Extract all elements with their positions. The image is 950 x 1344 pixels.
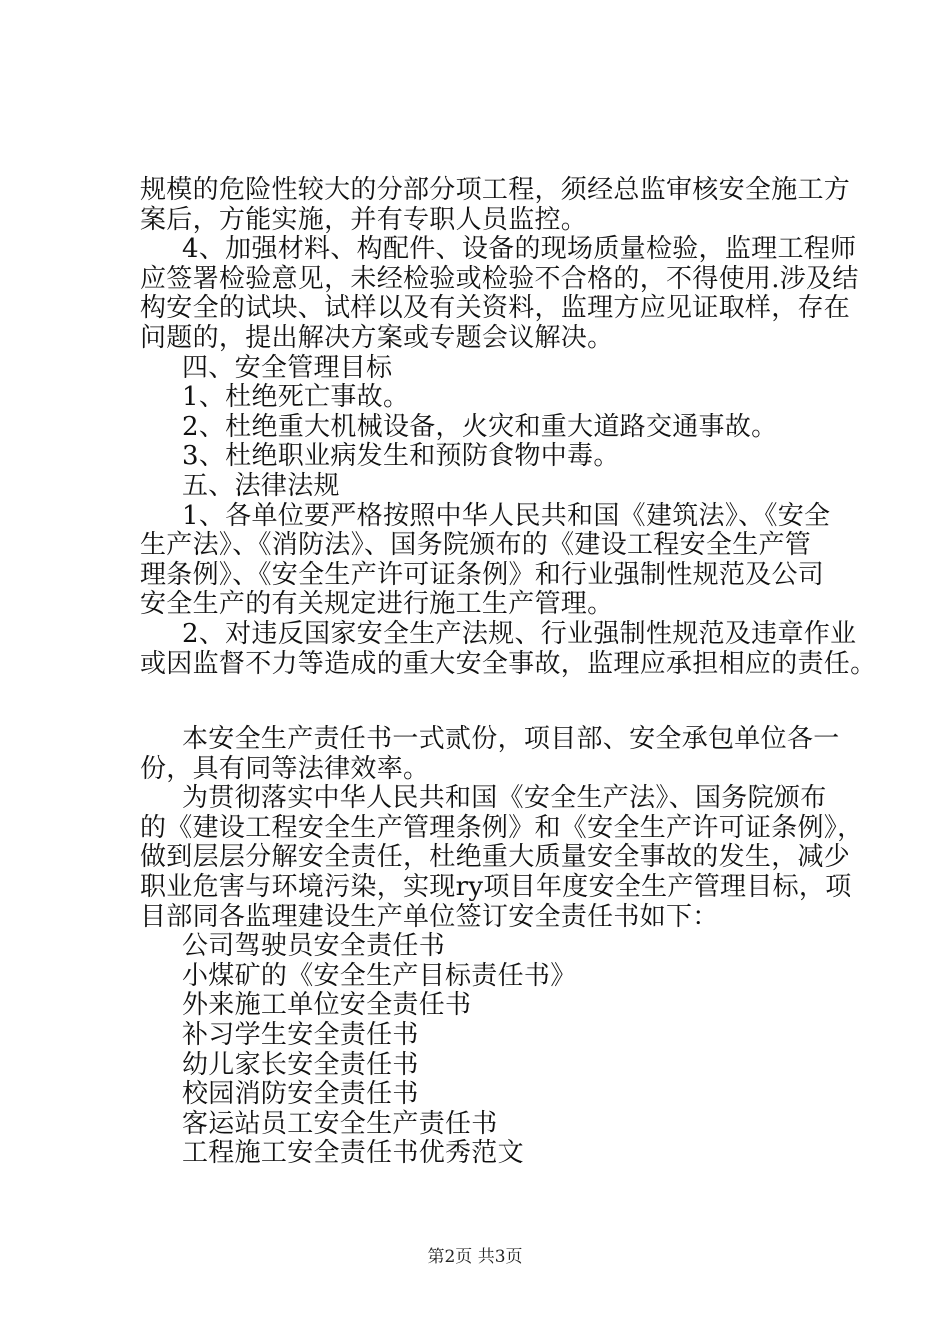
text-line: 应签署检验意见，未经检验或检验不合格的，不得使用.涉及结 — [140, 263, 859, 294]
text-line: 生产法》、《消防法》、国务院颁布的《建设工程安全生产管 — [140, 530, 812, 561]
text-line: 本安全生产责任书一式贰份，项目部、安全承包单位各一 — [182, 724, 840, 755]
page-number: 第2页 共3页 — [427, 1247, 523, 1267]
text-line: 安全生产的有关规定进行施工生产管理。 — [140, 589, 614, 620]
text-line: 或因监督不力等造成的重大安全事故，监理应承担相应的责任。 — [140, 648, 877, 679]
text-line: 做到层层分解安全责任，杜绝重大质量安全事故的发生，减少 — [140, 842, 851, 873]
related-title: 幼儿家长安全责任书 — [182, 1049, 419, 1080]
text-line: 2、对违反国家安全生产法规、行业强制性规范及违章作业 — [182, 618, 857, 649]
section-heading: 四、安全管理目标 — [182, 352, 393, 383]
text-line: 份，具有同等法律效率。 — [140, 753, 430, 784]
text-line: 为贯彻落实中华人民共和国《安全生产法》、国务院颁布 — [182, 783, 827, 814]
paragraph-gap — [140, 679, 852, 725]
text-line: 1、各单位要严格按照中华人民共和国《建筑法》、《安全 — [182, 500, 831, 531]
related-title: 公司驾驶员安全责任书 — [182, 931, 446, 962]
text-line: 4、加强材料、构配件、设备的现场质量检验，监理工程师 — [182, 234, 857, 265]
related-title: 客运站员工安全生产责任书 — [182, 1108, 498, 1139]
text-line: 构安全的试块、试样以及有关资料，监理方应见证取样，存在 — [140, 293, 851, 324]
list-item: 2、杜绝重大机械设备，火灾和重大道路交通事故。 — [182, 411, 778, 442]
related-title: 校园消防安全责任书 — [182, 1079, 419, 1110]
text-line: 目部同各监理建设生产单位签订安全责任书如下： — [140, 901, 719, 932]
related-title: 小煤矿的《安全生产目标责任书》 — [182, 960, 577, 991]
list-item: 3、杜绝职业病发生和预防食物中毒。 — [182, 441, 620, 472]
document-body — [140, 175, 877, 1169]
list-item: 1、杜绝死亡事故。 — [182, 382, 410, 413]
text-line: 的《建设工程安全生产管理条例》和《安全生产许可证条例》， — [140, 812, 864, 843]
related-title: 外来施工单位安全责任书 — [182, 990, 472, 1021]
text-line: 理条例》、《安全生产许可证条例》和行业强制性规范及公司 — [140, 559, 825, 590]
page-footer — [0, 1242, 950, 1267]
text-line: 职业危害与环境污染，实现ry项目年度安全生产管理目标，项 — [140, 872, 852, 903]
related-title: 工程施工安全责任书优秀范文 — [182, 1138, 524, 1169]
section-heading: 五、法律法规 — [182, 470, 340, 501]
related-title: 补习学生安全责任书 — [182, 1020, 419, 1051]
text-line: 问题的，提出解决方案或专题会议解决。 — [140, 322, 614, 353]
text-line: 规模的危险性较大的分部分项工程，须经总监审核安全施工方 — [140, 175, 851, 205]
text-line: 案后，方能实施，并有专职人员监控。 — [140, 204, 588, 235]
